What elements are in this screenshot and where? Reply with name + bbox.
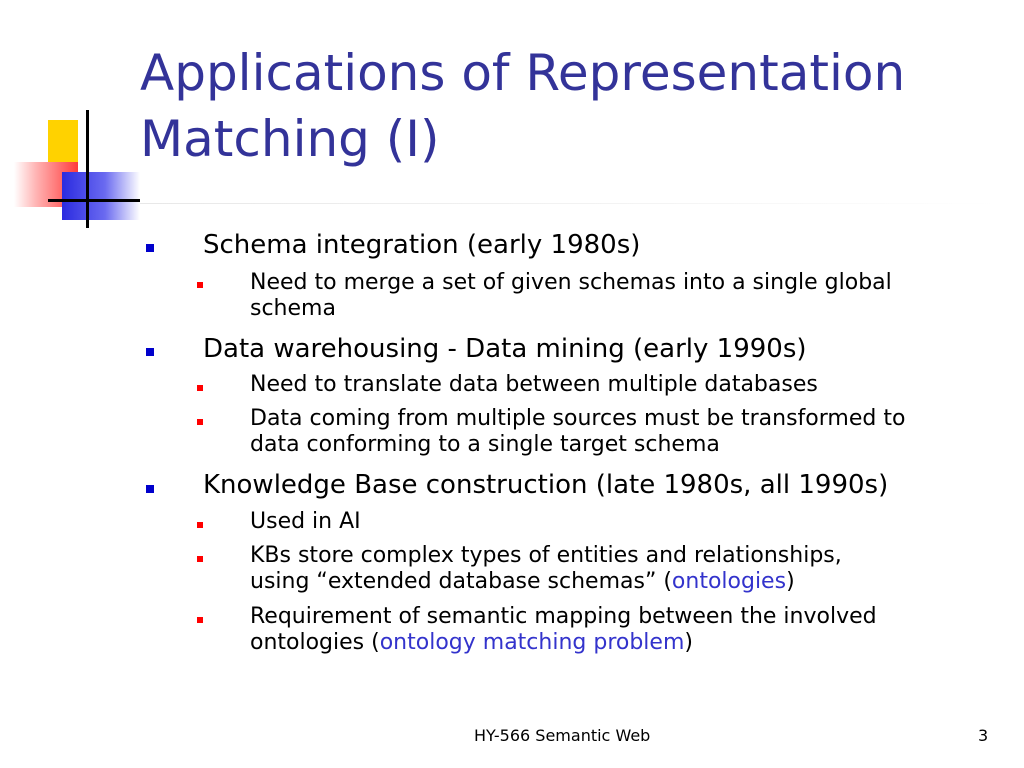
slide-title: [140, 40, 1000, 172]
bullet-item: Schema integration (early 1980s): [203, 230, 641, 260]
level1-bullet-icon: [146, 485, 154, 493]
logo-horizontal-line: [48, 199, 140, 202]
level2-bullet-icon: [197, 282, 203, 288]
highlight-term: ontologies: [671, 569, 787, 594]
sub-bullet-line: [250, 569, 795, 595]
bullet-item: Data warehousing - Data mining (early 1990s): [203, 334, 807, 364]
level2-bullet-icon: [197, 385, 203, 391]
sub-bullet-text: ): [786, 569, 795, 594]
page-number: 3: [978, 726, 989, 745]
title-line-1: Applications of Representation: [140, 44, 906, 102]
title-divider: [140, 203, 1000, 204]
footer-course: HY-566 Semantic Web: [474, 726, 651, 745]
level2-bullet-icon: [197, 419, 203, 425]
bullet-item: Knowledge Base construction (late 1980s, all 1990s): [203, 470, 889, 500]
level1-bullet-icon: [146, 348, 154, 356]
highlight-term: ontology matching problem: [379, 630, 685, 655]
sub-bullet-line: schema: [250, 296, 336, 321]
level2-bullet-icon: [197, 556, 203, 562]
sub-bullet-line: data conforming to a single target schema: [250, 432, 720, 457]
sub-bullet-line: Requirement of semantic mapping between the involved: [250, 604, 877, 629]
logo-blue-square: [62, 172, 140, 220]
logo-yellow-square: [48, 120, 78, 165]
sub-bullet-text: ontologies (: [250, 630, 380, 655]
level2-bullet-icon: [197, 617, 203, 623]
logo-vertical-line: [86, 110, 89, 228]
sub-bullet-line: Need to merge a set of given schemas into a single global: [250, 270, 892, 295]
title-line-2: Matching (I): [140, 110, 440, 168]
sub-bullet-line: Data coming from multiple sources must be transformed to: [250, 406, 906, 431]
sub-bullet-line: KBs store complex types of entities and relationships,: [250, 543, 842, 568]
level2-bullet-icon: [197, 522, 203, 528]
sub-bullet-text: ): [684, 630, 693, 655]
sub-bullet-text: using “extended database schemas” (: [250, 569, 672, 594]
level1-bullet-icon: [146, 244, 154, 252]
sub-bullet-line: [250, 630, 693, 656]
sub-bullet-line: Need to translate data between multiple databases: [250, 372, 818, 397]
sub-bullet-line: Used in AI: [250, 509, 361, 534]
